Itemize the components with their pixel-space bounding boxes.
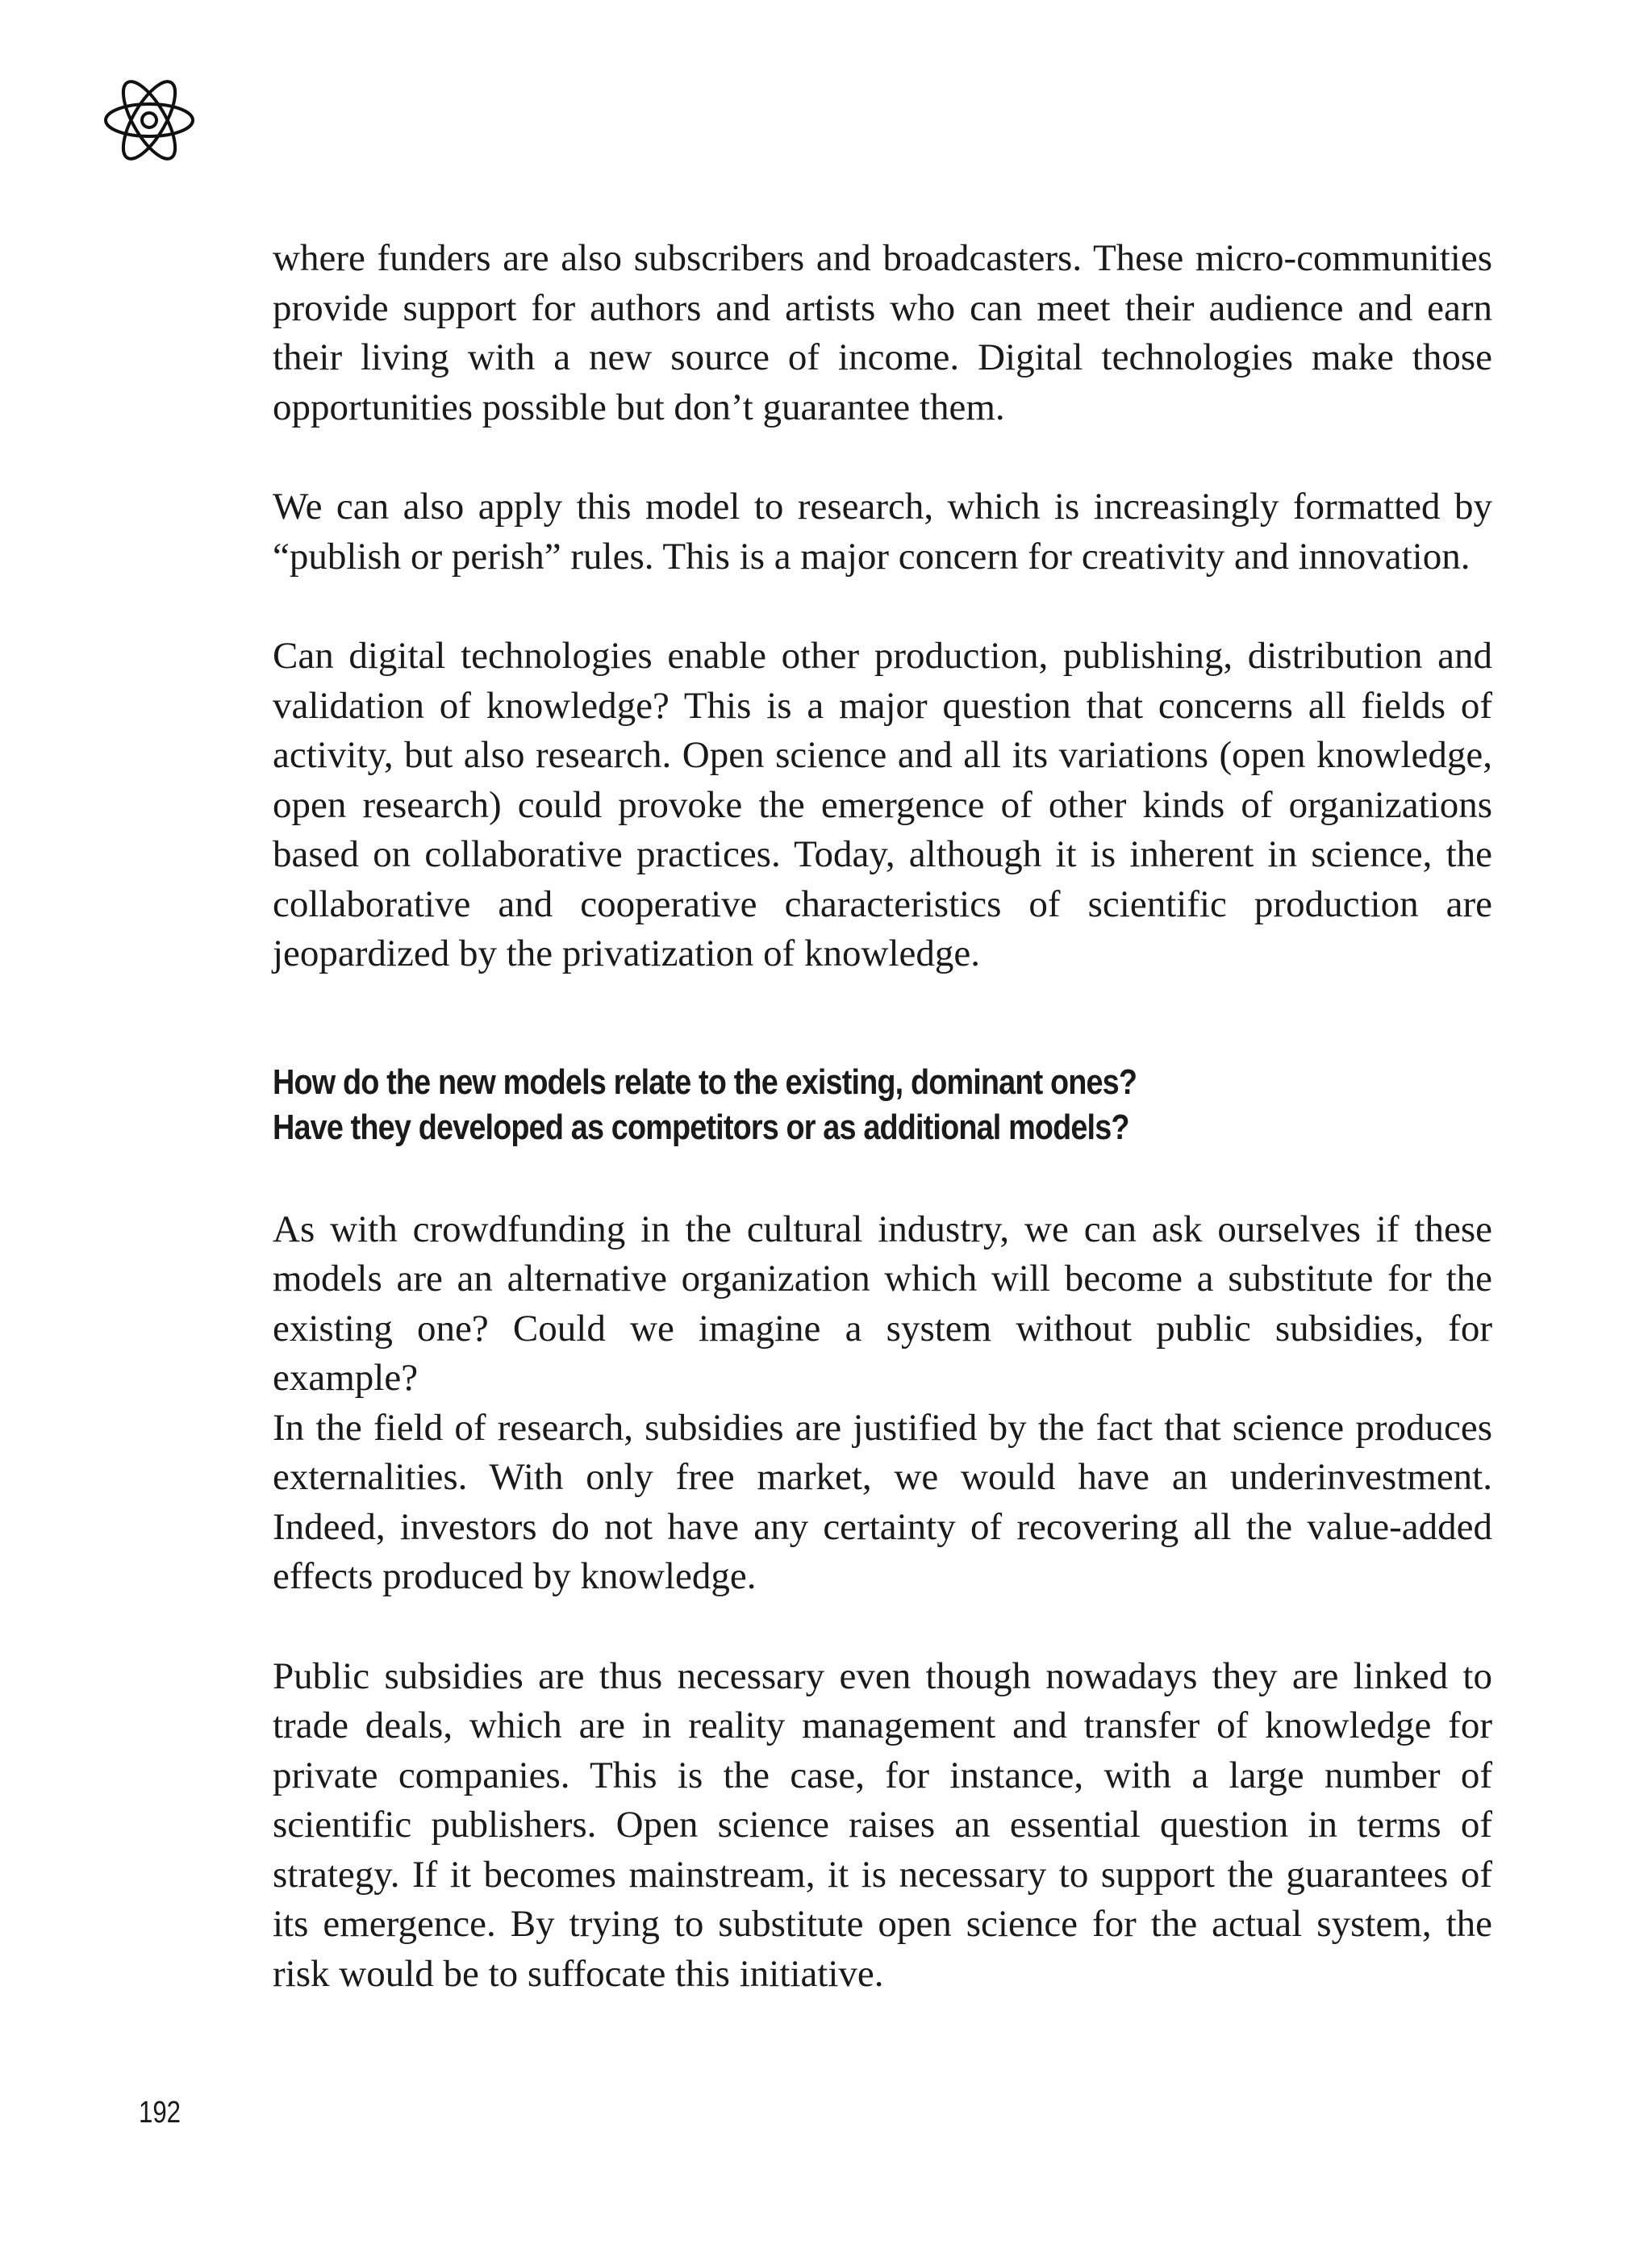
- atom-icon: [102, 73, 197, 168]
- heading-line: Have they developed as competitors or as additional models?: [273, 1107, 1129, 1147]
- page-body: [273, 234, 1492, 2049]
- paragraph: As with crowdfunding in the cultural industry, we can ask ourselves if these models are an alternative organization which will become a substitute for the existing one? Could we imagine a system without public subsidies, for example?: [273, 1208, 1492, 1399]
- heading-line: How do the new models relate to the existing, dominant ones?: [273, 1062, 1137, 1102]
- paragraph: Public subsidies are thus necessary even though nowadays they are linked to trade deals, which are in reality management and transfer of knowledge for private companies. This is the case, for instance, with a large number of scientific publishers. Open science raises an essential question in terms of strategy. If it becomes mainstream, it is necessary to support the guarantees of its emergence. By trying to substitute open science for the actual system, the risk would be to suffocate this initiative.: [273, 1654, 1492, 1995]
- paragraph: where funders are also subscribers and broadcasters. These micro-communities provide support for authors and artists who can meet their audience and earn their living with a new source of income. Digital technologies make those opportunities possible but don’t guarantee them.: [273, 237, 1492, 428]
- page-number: 192: [139, 2096, 181, 2130]
- paragraph: Can digital technologies enable other production, publishing, distribution and validation of knowledge? This is a major question that concerns all fields of activity, but also research. Open science and all its variations (open knowledge, open research) could provoke the emergence of other kinds of organizations based on collaborative practices. Today, although it is inherent in science, the collaborative and cooperative characteristics of scientific production are jeopardized by the privatization of knowledge.: [273, 635, 1492, 974]
- paragraph: We can also apply this model to research, which is increasingly formatted by “publish or perish” rules. This is a major concern for creativity and innovation.: [273, 486, 1492, 578]
- paragraph: In the field of research, subsidies are justified by the fact that science produces externalities. With only free market, we would have an underinvestment. Indeed, investors do not have any certainty of recovering all the value-added effects produced by knowledge.: [273, 1406, 1492, 1597]
- section-heading: [273, 1060, 1321, 1150]
